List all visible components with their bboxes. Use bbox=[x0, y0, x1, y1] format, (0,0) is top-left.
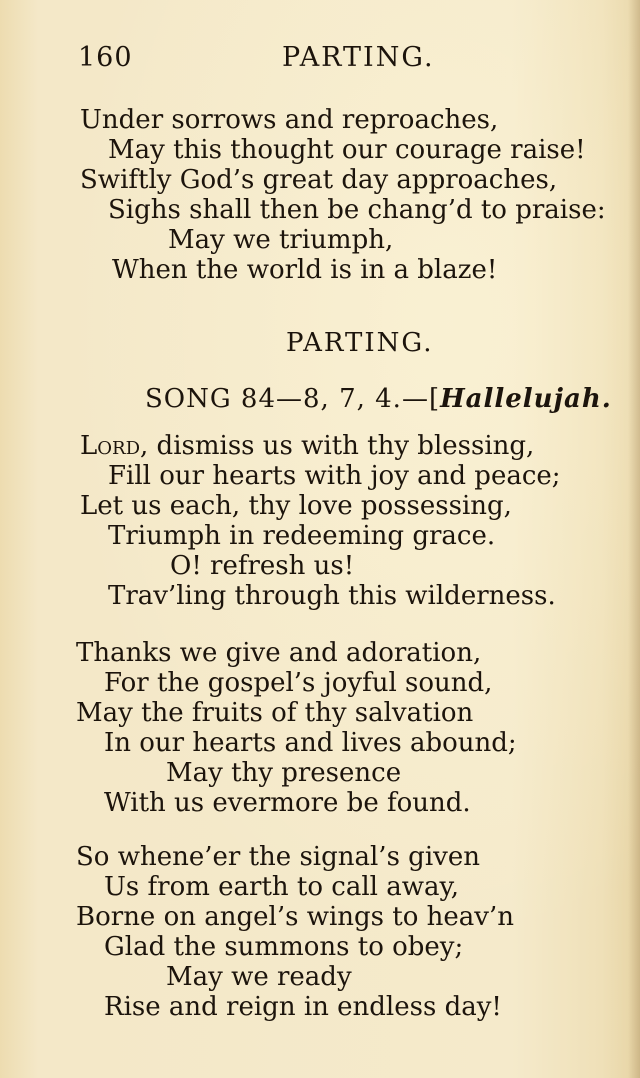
verse-line: Trav’ling through this wilderness. bbox=[108, 581, 556, 611]
verse-line: Under sorrows and reproaches, bbox=[80, 105, 499, 135]
verse-line: With us evermore be found. bbox=[104, 788, 471, 818]
verse-line: So whene’er the signal’s given bbox=[76, 842, 480, 872]
verse-line: May we triumph, bbox=[168, 225, 394, 255]
verse-line: Swiftly God’s great day approaches, bbox=[80, 165, 558, 195]
verse-line: May the fruits of thy salvation bbox=[76, 698, 474, 728]
verse-line: May this thought our courage raise! bbox=[108, 135, 586, 165]
hymn-title: PARTING. bbox=[286, 328, 434, 358]
song-heading bbox=[145, 384, 612, 414]
first-word: Lord bbox=[80, 431, 141, 461]
verse-line: Borne on angel’s wings to heav’n bbox=[76, 902, 514, 932]
first-line-rest: , dismiss us with thy blessing, bbox=[140, 431, 535, 461]
page-edge-shadow bbox=[628, 0, 640, 1078]
verse-line: When the world is in a blaze! bbox=[112, 255, 498, 285]
song-label: SONG 84—8, 7, 4.—[ bbox=[145, 384, 441, 414]
verse-line: Thanks we give and adoration, bbox=[76, 638, 482, 668]
page-header bbox=[0, 42, 640, 82]
tune-name: Hallelujah. bbox=[440, 384, 612, 414]
verse-line: Us from earth to call away, bbox=[104, 872, 459, 902]
verse-line: May thy presence bbox=[166, 758, 402, 788]
verse-line: Glad the summons to obey; bbox=[104, 932, 464, 962]
verse-line: Triumph in redeeming grace. bbox=[108, 521, 496, 551]
verse-line: O! refresh us! bbox=[170, 551, 355, 581]
page-number: 160 bbox=[78, 42, 133, 73]
verse-line: In our hearts and lives abound; bbox=[104, 728, 517, 758]
verse-line: May we ready bbox=[166, 962, 352, 992]
verse-line: Let us each, thy love possessing, bbox=[80, 491, 512, 521]
verse-line: Fill our hearts with joy and peace; bbox=[108, 461, 561, 491]
verse-line bbox=[80, 431, 534, 461]
running-head: PARTING. bbox=[282, 42, 435, 73]
verse-line: Sighs shall then be chang’d to praise: bbox=[108, 195, 606, 225]
verse-line: For the gospel’s joyful sound, bbox=[104, 668, 493, 698]
verse-line: Rise and reign in endless day! bbox=[104, 992, 502, 1022]
